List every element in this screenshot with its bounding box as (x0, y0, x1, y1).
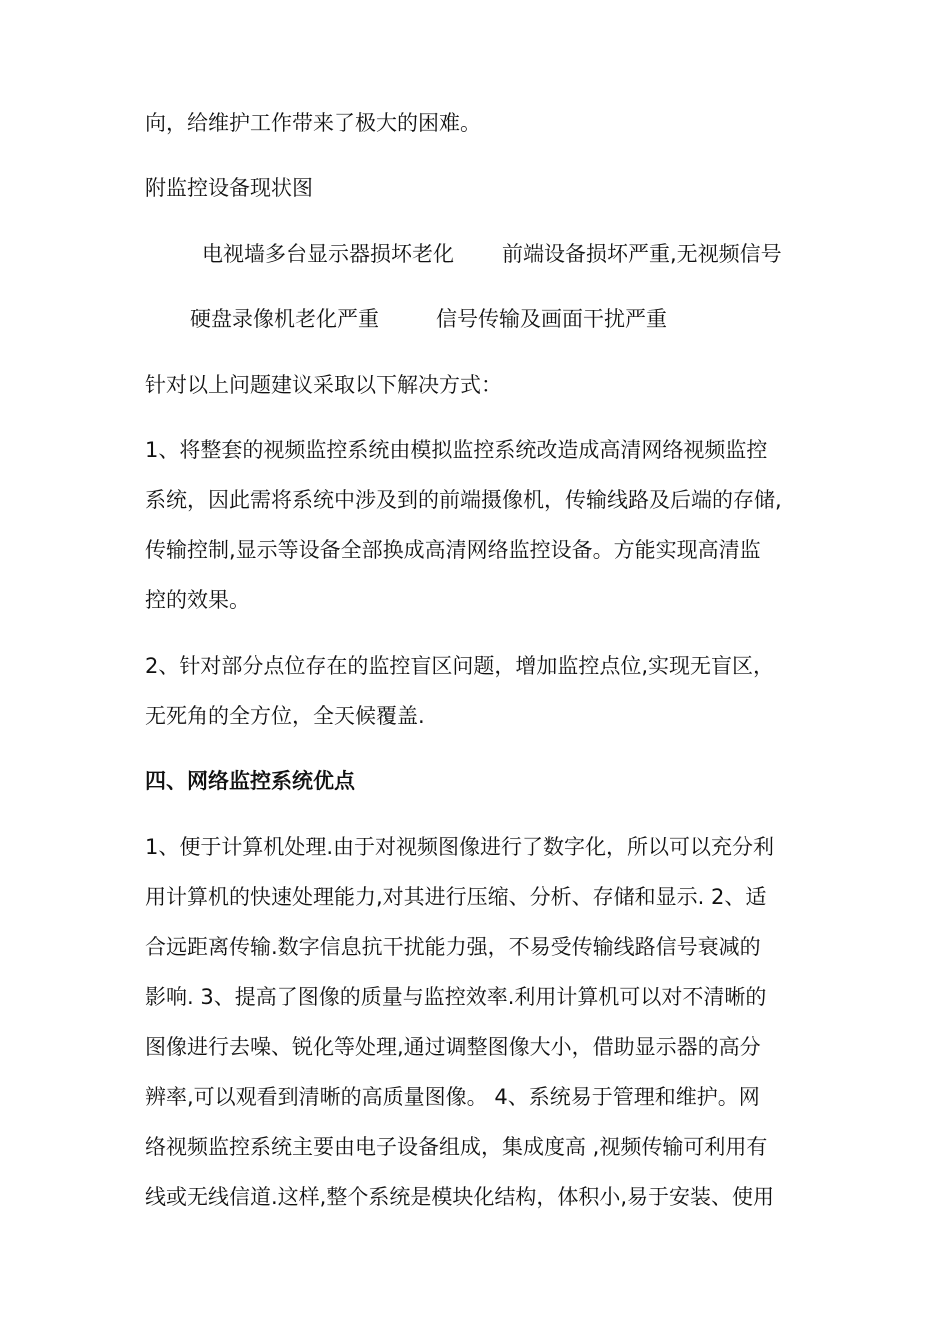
caption-tv-wall: 电视墙多台显示器损坏老化 (202, 242, 454, 266)
paragraph-line: 图像进行去噪、锐化等处理,通过调整图像大小，借助显示器的高分 (145, 1035, 761, 1059)
caption-dvr: 硬盘录像机老化严重 (190, 307, 379, 331)
paragraph-line: 影响. 3、提高了图像的质量与监控效率.利用计算机可以对不清晰的 (145, 985, 767, 1009)
intro-tail-text: 向，给维护工作带来了极大的困难。 (145, 111, 481, 135)
paragraph-line: 辨率,可以观看到清晰的高质量图像。 4、系统易于管理和维护。网 (145, 1085, 760, 1109)
caption-frontend-devices: 前端设备损坏严重,无视频信号 (502, 242, 782, 266)
caption-signal-interference: 信号传输及画面干扰严重 (436, 307, 667, 331)
paragraph-line: 1、便于计算机处理.由于对视频图像进行了数字化，所以可以充分利 (145, 835, 775, 859)
paragraph-line: 线或无线信道.这样,整个系统是模块化结构，体积小,易于安装、使用 (145, 1185, 775, 1209)
figure-title: 附监控设备现状图 (145, 176, 313, 200)
solution-intro: 针对以上问题建议采取以下解决方式： (145, 373, 502, 397)
paragraph-line: 无死角的全方位，全天候覆盖. (145, 704, 425, 728)
paragraph-line: 1、将整套的视频监控系统由模拟监控系统改造成高清网络视频监控 (145, 438, 768, 462)
paragraph-line: 控的效果。 (145, 588, 250, 612)
paragraph-line: 传输控制,显示等设备全部换成高清网络监控设备。方能实现高清监 (145, 538, 761, 562)
paragraph-line: 2、针对部分点位存在的监控盲区问题，增加监控点位,实现无盲区， (145, 654, 775, 678)
paragraph-line: 络视频监控系统主要由电子设备组成，集成度高 ,视频传输可利用有 (145, 1135, 768, 1159)
paragraph-line: 用计算机的快速处理能力,对其进行压缩、分析、存储和显示. 2、适 (145, 885, 767, 909)
paragraph-line: 合远距离传输.数字信息抗干扰能力强，不易受传输线路信号衰减的 (145, 935, 761, 959)
paragraph-line: 系统，因此需将系统中涉及到的前端摄像机，传输线路及后端的存储, (145, 488, 782, 512)
section-heading: 四、网络监控系统优点 (145, 769, 355, 793)
